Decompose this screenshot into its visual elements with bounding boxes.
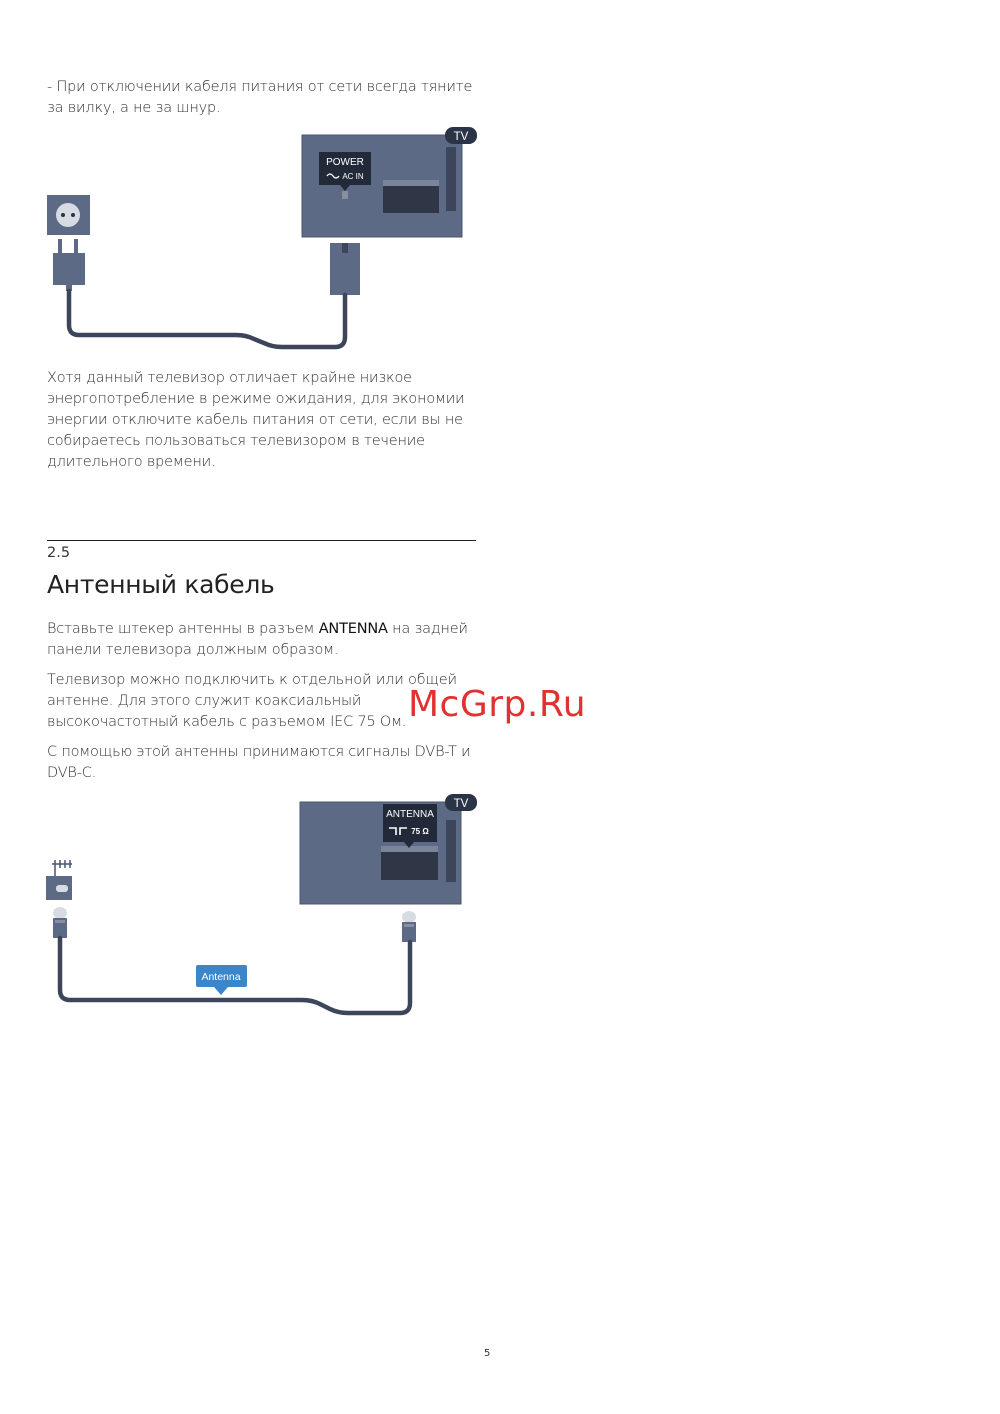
tv-connector-block	[383, 185, 439, 213]
standby-note	[47, 368, 477, 473]
mains-plug	[53, 253, 85, 285]
antenna-port-label: ANTENNA	[386, 809, 434, 820]
power-connection-diagram	[0, 125, 500, 355]
intro-paragraph	[47, 77, 477, 119]
antenna-instruction	[47, 619, 477, 661]
antenna-cable-info: Телевизор можно подключить к отдельной или общей антенне. Для этого служит коаксиальный высокочастотный кабель с разъемом IEC 75 Ом.	[47, 672, 457, 730]
power-cable	[69, 291, 345, 347]
section-title: Антенный кабель	[47, 570, 275, 599]
power-port-label: POWER	[326, 157, 364, 168]
standby-text: Хотя данный телевизор отличает крайне низкое энергопотребление в режиме ожидания, для экономии энергии отключите кабель питания от сети, если вы не собираетесь пользоваться телевизором в течение длительного времени.	[47, 370, 465, 470]
antenna-instruction-start: Вставьте штекер антенны в разъем	[47, 621, 319, 637]
antenna-signals-info: С помощью этой антенны принимаются сигналы DVB-T и DVB-C.	[47, 744, 471, 781]
antenna-connection-diagram	[0, 790, 500, 1030]
impedance-label: 75 Ω	[411, 827, 429, 836]
watermark: McGrp.Ru	[408, 684, 587, 725]
antenna-icon	[52, 860, 72, 876]
ac-in-label: AC IN	[342, 172, 364, 181]
section-number: 2.5	[47, 545, 71, 561]
antenna-port-name: ANTENNA	[318, 621, 388, 637]
intro-text: - При отключении кабеля питания от сети всегда тяните за вилку, а не за шнур.	[47, 79, 473, 116]
tv-badge-label: TV	[453, 131, 469, 143]
cable-tag-label: Antenna	[201, 971, 241, 983]
socket-face	[56, 203, 80, 227]
tv-side-slot	[446, 147, 456, 211]
tv-side-slot	[446, 820, 456, 882]
tv-badge-label: TV	[453, 798, 469, 810]
tv-connector-block	[381, 852, 438, 880]
antenna-instruction-end: на задней панели телевизора должным образом.	[47, 621, 468, 658]
page-number: 5	[484, 1348, 491, 1359]
section-divider	[47, 540, 476, 541]
